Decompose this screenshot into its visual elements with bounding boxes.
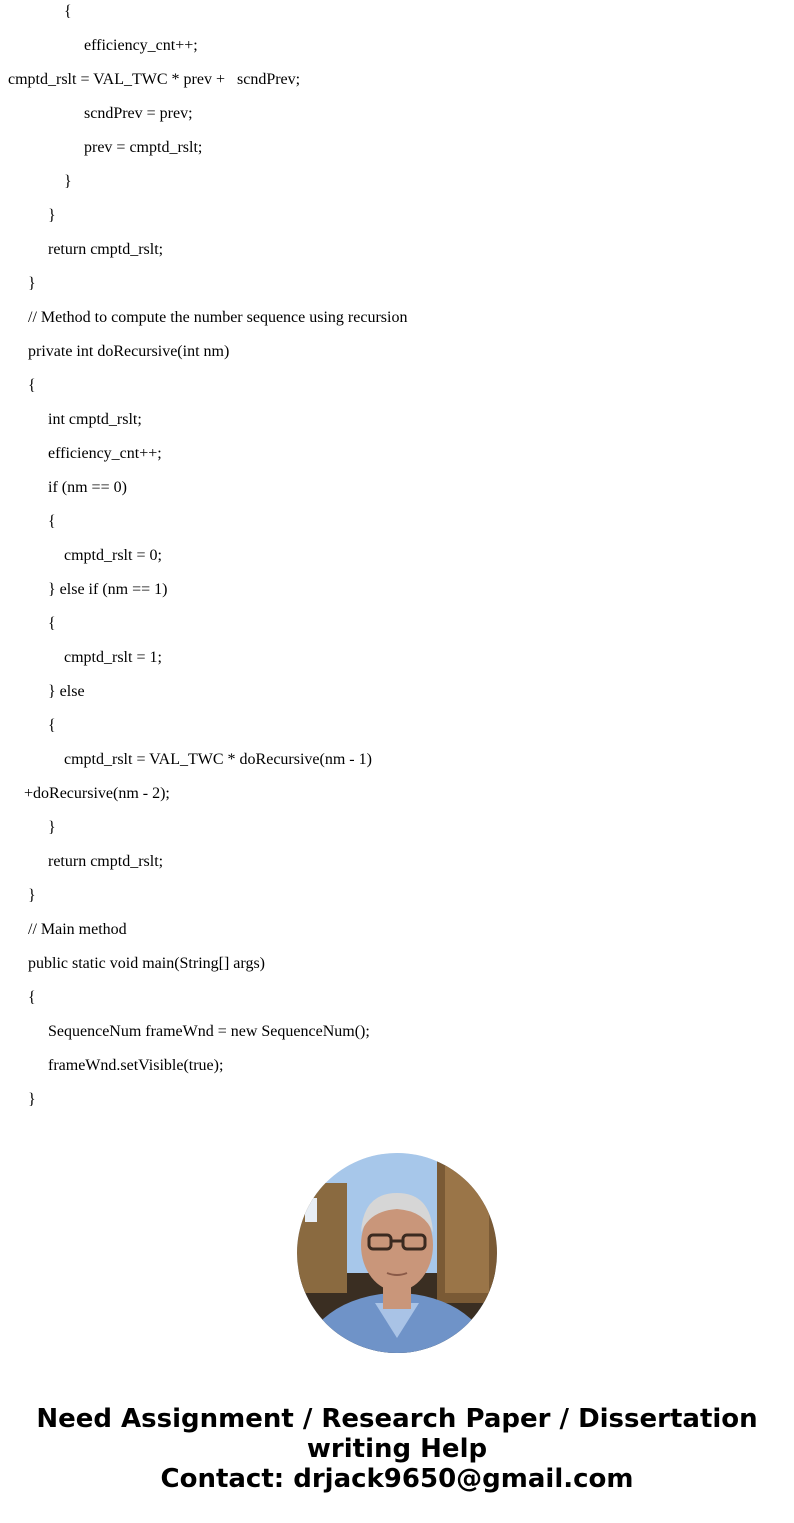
code-line: { [64,3,72,20]
code-line: private int doRecursive(int nm) [28,343,230,360]
code-line: { [48,513,56,530]
code-line: } [64,173,72,190]
code-line: { [28,377,36,394]
code-comment: // Method to compute the number sequence using recursion [28,309,408,326]
code-line: +doRecursive(nm - 2); [24,785,170,802]
code-line: if (nm == 0) [48,479,127,496]
code-line: efficiency_cnt++; [48,445,162,462]
code-line: cmptd_rslt = 1; [64,649,162,666]
code-line: { [48,615,56,632]
author-avatar [297,1153,497,1353]
code-line: return cmptd_rslt; [48,853,164,870]
code-line: } [48,819,56,836]
code-line: } else [48,683,85,700]
code-line: } [28,887,36,904]
code-line: SequenceNum frameWnd = new SequenceNum(); [48,1023,370,1040]
code-line: cmptd_rslt = 0; [64,547,162,564]
code-line: prev = cmptd_rslt; [84,139,203,156]
code-line: return cmptd_rslt; [48,241,164,258]
code-line: int cmptd_rslt; [48,411,142,428]
code-line: } [28,275,36,292]
code-line: public static void main(String[] args) [28,955,265,972]
promo-contact-email: Contact: drjack9650@gmail.com [160,1464,634,1494]
code-line: cmptd_rslt = VAL_TWC * doRecursive(nm - 1) [64,751,372,768]
code-line: } [48,207,56,224]
code-line: scndPrev = prev; [84,105,193,122]
promo-heading-line: Need Assignment / Research Paper / Dissertation [36,1404,758,1434]
code-comment: // Main method [28,921,127,938]
code-line: { [28,989,36,1006]
code-line: { [48,717,56,734]
code-line: } else if (nm == 1) [48,581,168,598]
code-line: efficiency_cnt++; [84,37,198,54]
code-line: cmptd_rslt = VAL_TWC * prev + scndPrev; [8,71,301,88]
code-line: frameWnd.setVisible(true); [48,1057,224,1074]
promo-heading-line: writing Help [306,1434,488,1464]
code-line: } [28,1091,36,1108]
avatar-portrait [297,1153,497,1353]
